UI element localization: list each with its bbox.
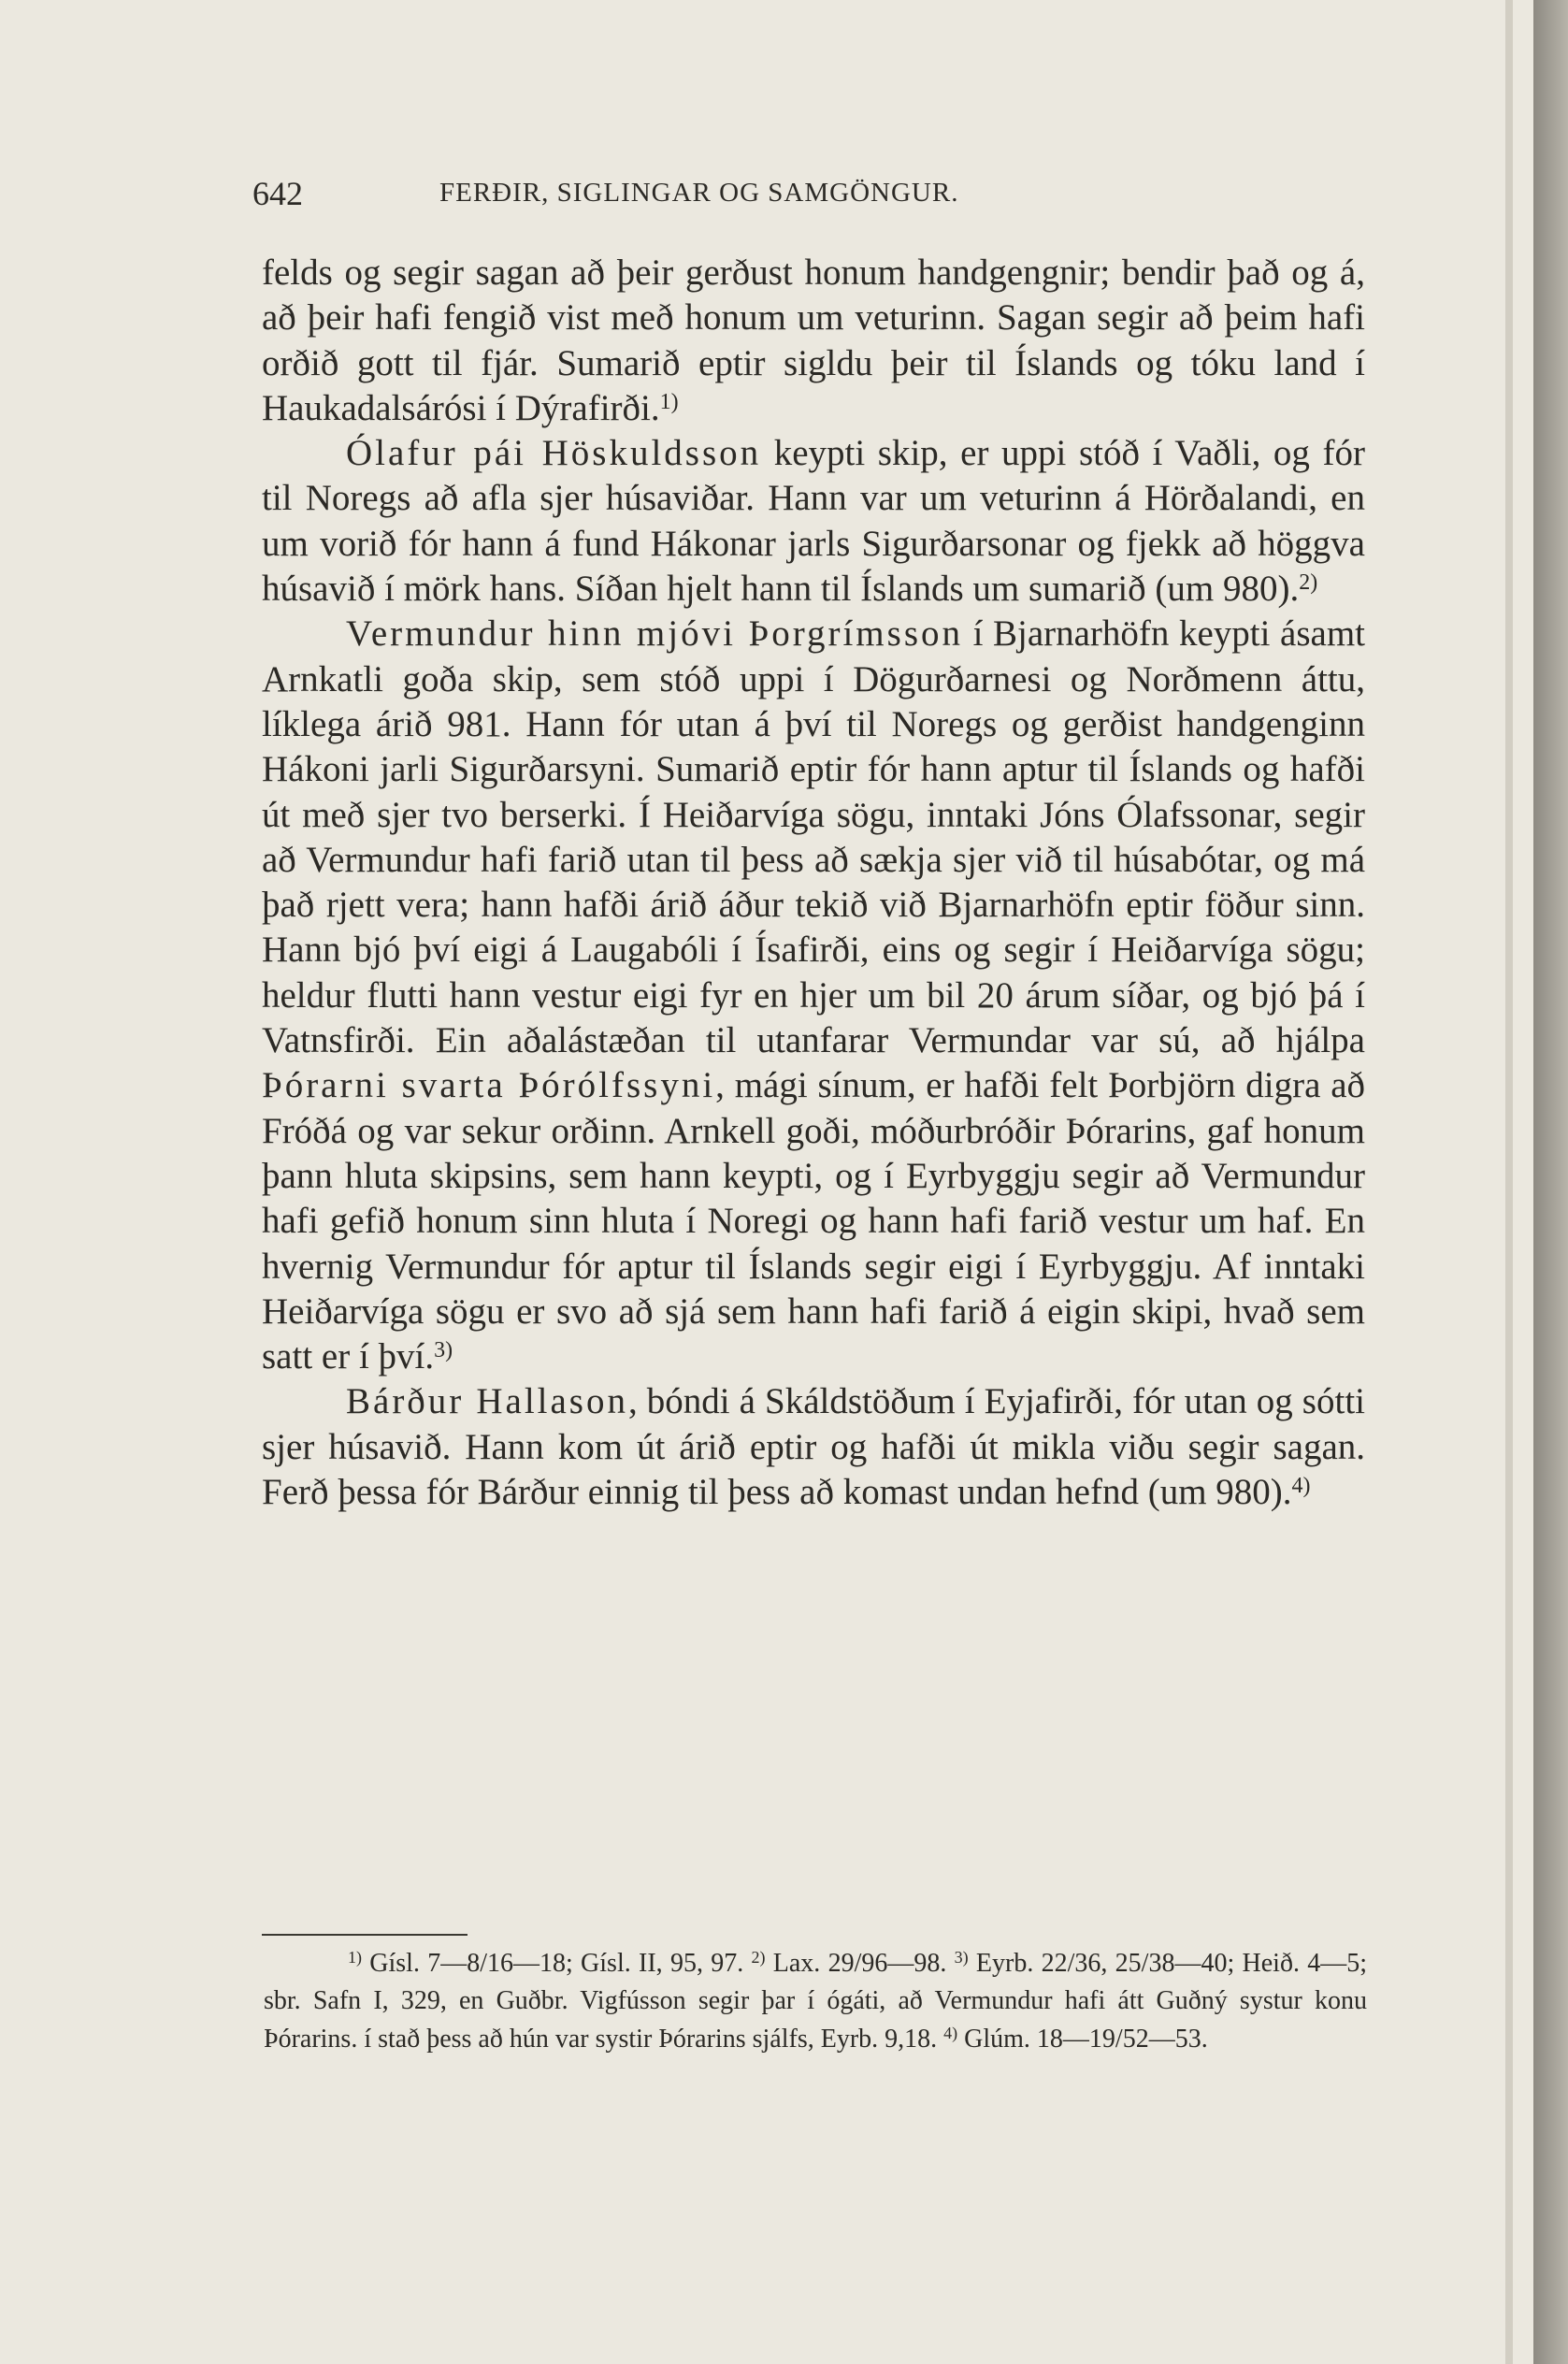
person-name: Bárður Hallason: [346, 1381, 628, 1422]
person-name: Vermundur hinn mjóvi Þorgrímsson: [346, 613, 963, 655]
footnotes: [264, 1945, 1367, 2058]
main-text: [262, 251, 1365, 1515]
footnote-text: Lax. 29/96—98.: [765, 1949, 955, 1978]
page-header: [252, 174, 1356, 221]
footnote-ref: 4): [1291, 1474, 1311, 1499]
paragraph-text: í Bjarnarhöfn keypti ásamt Arnkatli goða skip, sem stóð uppi í Dögurðarnesi og Norðmenn áttu, líklega árið 981. Hann fór utan á því til Noregs og gerðist handgenginn Hákoni jarli Sigurðarsyni. Sumarið eptir fór hann aptur til Íslands og hafði út með sjer tvo berserki. Í Heiðarvíga sögu, inntaki Jóns Ólafssonar, segir að Vermundur hafi farið utan til þess að sækja sjer við til húsabótar, og má það rjett vera; hann hafði árið áður tekið við Bjarnarhöfn eptir föður sinn. Hann bjó því eigi á Laugabóli í Ísafirði, eins og segir í Heiðarvíga sögu; heldur flutti hann vestur eigi fyr en hjer um bil 20 árum síðar, og bjó þá í Vatnsfirði. Ein aðalástæðan til utanfarar Vermundar var sú, að hjálpa: [262, 613, 1365, 1061]
page-number: 642: [252, 175, 303, 212]
paragraph-text: , mági sínum, er hafði felt Þorbjörn digra að Fróðá og var sekur orðinn. Arnkell goði, móðurbróðir Þórarins, gaf honum þann hluta skipsins, sem hann keypti, og í Eyrbyggju segir að Vermundur hafi gefið honum sinn hluta í Noregi og hann hafi farið vestur um haf. En hvernig Vermundur fór aptur til Íslands segir eigi í Eyrbyggju. Af inntaki Heiðarvíga sögu er svo að sjá sem hann hafi farið á eigin skipi, hvað sem satt er í því.: [262, 1065, 1366, 1377]
footnote-ref: 3): [434, 1338, 453, 1363]
footnote-number: 2): [751, 1948, 766, 1967]
paragraph-continuation: [262, 251, 1365, 431]
footnote-text: Gísl. 7—8/16—18; Gísl. II, 95, 97.: [362, 1949, 752, 1978]
footnote-ref: 2): [1299, 570, 1318, 596]
footnote-text: Eyrb. 22/36, 25/38—40; Heið. 4—5; sbr. Safn I, 329, en Guðbr. Vigfússon segir þar í ógáti, að Vermundur hafi átt Guðný systur konu Þórarins. í stað þess að hún var systir Þórarins sjálfs, Eyrb. 9,18.: [264, 1949, 1367, 2054]
paragraph-olafur: [262, 431, 1365, 612]
paragraph-text: felds og segir sagan að þeir gerðust honum handgengnir; bendir það og á, að þeir hafi fengið vist með honum um veturinn. Sagan segir að þeim hafi orðið gott til fjár. Sumarið eptir sigldu þeir til Íslands og tóku land í Haukadalsárósi í Dýrafirði.: [262, 252, 1365, 428]
person-name: Þórarni svarta Þórólfssyni: [262, 1065, 716, 1106]
paragraph-vermundur: [262, 612, 1365, 1379]
footnote-divider: [262, 1934, 468, 1936]
person-name: Ólafur pái Höskuldsson: [346, 433, 762, 474]
footnote-number: 4): [943, 2023, 958, 2042]
running-title: FERÐIR, SIGLINGAR OG SAMGÖNGUR.: [439, 178, 959, 208]
footnote-number: 3): [954, 1948, 969, 1967]
paragraph-text: keypti skip, er uppi stóð í Vaðli, og fór til Noregs að afla sjer húsaviðar. Hann var um veturinn á Hörðalandi, en um vorið fór hann á fund Hákonar jarls Sigurðarsonar og fjekk að höggva húsavið í mörk hans. Síðan hjelt hann til Íslands um sumarið (um 980).: [262, 433, 1365, 610]
footnote-text: Glúm. 18—19/52—53.: [957, 2024, 1208, 2054]
page-edge: [1505, 0, 1513, 2364]
paragraph-text: , bóndi á Skáldstöðum í Eyjafirði, fór utan og sótti sjer húsavið. Hann kom út árið eptir og hafði út mikla viðu segir sagan. Ferð þessa fór Bárður einnig til þess að komast undan hefnd (um 980).: [262, 1381, 1365, 1513]
book-spine: [1533, 0, 1568, 2364]
footnote-block: [264, 1945, 1367, 2058]
paragraph-bardur: [262, 1379, 1365, 1515]
footnote-number: 1): [348, 1948, 362, 1967]
footnote-ref: 1): [659, 389, 679, 414]
